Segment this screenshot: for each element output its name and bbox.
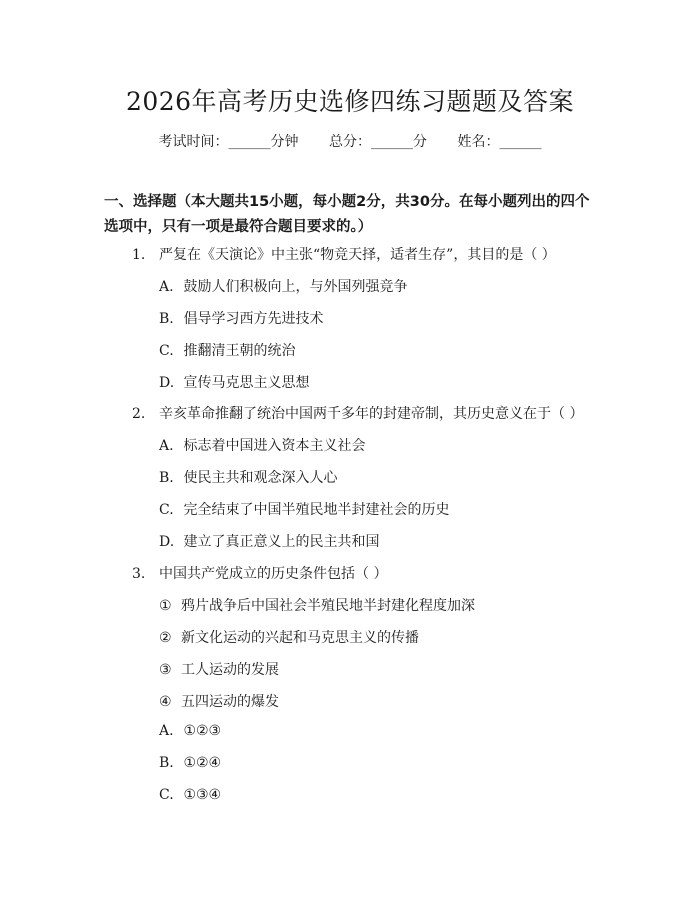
option-label: C. [159,502,174,518]
option-text: 使民主共和观念深入人心 [183,470,338,486]
question-1 [132,244,556,264]
option-label: B. [159,755,174,771]
statement-4 [159,691,279,711]
name-blank: ______ [499,134,542,150]
statement-2 [159,627,419,647]
option-label: B. [159,470,174,486]
time-blank: ______ [228,134,271,150]
statement-mark: ③ [159,662,172,678]
option-text: ①②④ [183,755,222,771]
question-number: 2. [132,406,146,422]
option-text: ①③④ [183,787,222,803]
option-2a [159,435,365,455]
option-text: 建立了真正意义上的民主共和国 [183,534,380,550]
option-text: ①②③ [183,723,222,739]
option-label: B. [159,311,174,327]
option-1a [159,276,407,296]
statement-mark: ② [159,630,172,646]
question-2 [132,403,583,423]
exam-time [159,134,299,150]
option-2d [159,531,379,551]
option-label: A. [159,438,174,454]
page-title: 2026年高考历史选修四练习题题及答案 [125,87,575,116]
name-label: 姓名： [457,134,500,150]
option-1c [159,340,295,360]
option-label: A. [159,723,174,739]
student-name [457,134,541,150]
time-unit: 分钟 [270,134,299,150]
option-text: 倡导学习西方先进技术 [183,311,324,327]
question-text: 中国共产党成立的历史条件包括（ ） [159,566,388,582]
score-blank: ______ [371,134,413,150]
statement-mark: ④ [159,694,172,710]
statement-text: 工人运动的发展 [181,662,279,678]
question-number: 1. [132,247,146,263]
option-3b [159,755,221,771]
section-heading: 一、选择题（本大题共15小题，每小题2分，共30分。在每小题列出的四个选项中，只有一项是最符合题目要求的。） [104,194,590,235]
exam-meta-line [0,131,700,151]
option-2b [159,467,337,487]
option-3c [159,787,221,803]
statement-3 [159,659,279,679]
option-text: 标志着中国进入资本主义社会 [183,438,366,454]
option-1b [159,308,323,328]
statement-text: 新文化运动的兴起和马克思主义的传播 [181,630,419,646]
option-text: 完全结束了中国半殖民地半封建社会的历史 [183,502,450,518]
statement-text: 五四运动的爆发 [181,694,279,710]
option-2c [159,499,449,519]
option-text: 推翻清王朝的统治 [183,343,296,359]
question-text: 辛亥革命推翻了统治中国两千多年的封建帝制，其历史意义在于（ ） [159,406,584,422]
option-3a [159,723,221,739]
statement-1 [159,595,475,615]
option-1d [159,372,309,392]
option-text: 宣传马克思主义思想 [183,375,310,391]
option-text: 鼓励人们积极向上，与外国列强竞争 [183,279,408,295]
option-label: A. [159,279,174,295]
total-score [329,134,427,150]
option-label: C. [159,343,174,359]
statement-mark: ① [159,598,172,614]
score-label: 总分： [329,134,371,150]
option-label: C. [159,787,174,803]
score-unit: 分 [413,134,427,150]
option-label: D. [159,534,175,550]
question-text: 严复在《天演论》中主张“物竞天择，适者生存”，其目的是（ ） [159,247,556,263]
time-label: 考试时间： [158,134,229,150]
question-3 [132,563,387,583]
statement-text: 鸦片战争后中国社会半殖民地半封建化程度加深 [181,598,475,614]
question-number: 3. [132,566,146,582]
option-label: D. [159,375,175,391]
